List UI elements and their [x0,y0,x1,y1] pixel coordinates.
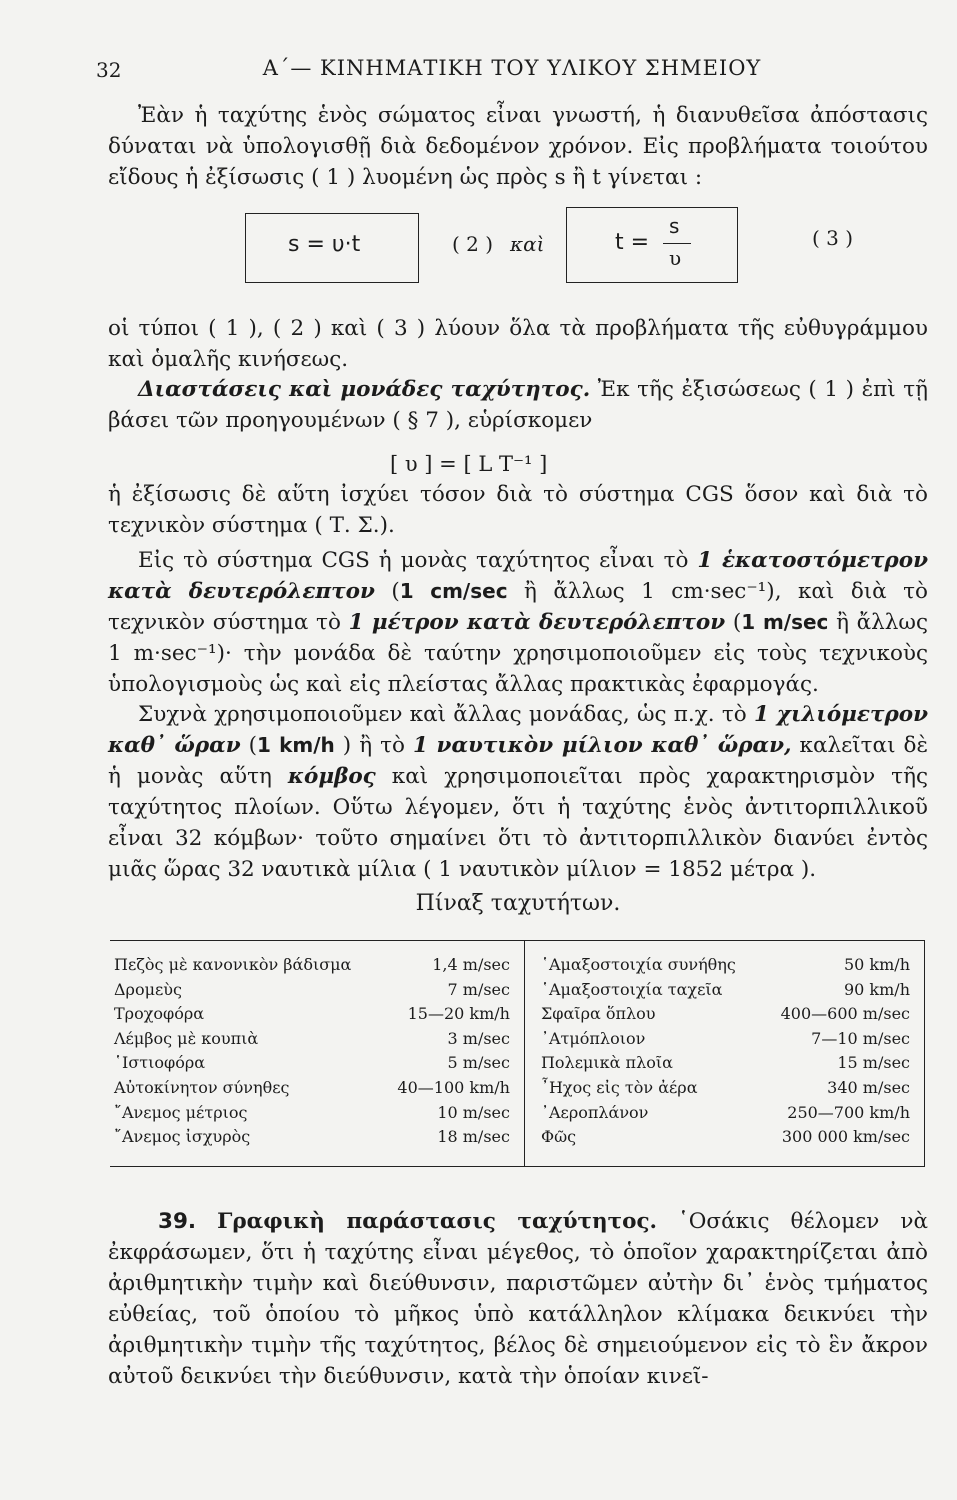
item-right: Πολεμικὰ πλοῖα [524,1051,761,1076]
unit-cgs-name: 1 ἑκατοστόμετρον κατὰ δευτερόλεπτον [108,548,928,604]
table-row [110,1002,925,1027]
value-left: 3 m/sec [447,1028,510,1048]
knot-term: κόμβος [287,764,376,789]
item-left: ῎Ανεμος ἰσχυρὸς [114,1127,251,1147]
unit-cgs-symbol: 1 cm/sec [399,579,508,603]
dimensions-paragraph [108,374,928,436]
units-text-1: Εἰς τὸ σύστημα CGS ἡ μονὰς ταχύτητος εἶναι τὸ [138,548,698,573]
table-row [110,978,925,1003]
value-left: 18 m/sec [437,1127,510,1147]
other-text-2: ( [240,733,258,758]
formula-3-ref: ( 3 ) [812,226,854,250]
units-text-4: ( [725,610,742,635]
item-right: ᾿Αεροπλάνον [524,1101,761,1126]
dimensions-after: ἡ ἐξίσωσις δὲ αὕτη ἰσχύει τόσον διὰ τὸ σύστημα CGS ὅσον καὶ διὰ τὸ τεχνικὸν σύστημα ( Τ. Σ.). [108,482,928,538]
formula-2-ref: ( 2 ) [452,232,494,256]
formula-box-2 [245,213,419,283]
unit-kmh-name: 1 χιλιόμετρον καθ᾽ ὥραν [108,702,929,758]
item-left: Λέμβος μὲ κουπιὰ [114,1028,259,1048]
value-left: 1,4 m/sec [432,955,510,974]
item-right: ῾Αμαξοστοιχία συνήθης [524,941,761,978]
other-text-5: καὶ χρησιμοποιεῖται πρὸς χαρακτηρισμὸν τῆς ταχύτητος πλοίων. Οὕτω λέγομεν, ὅτι ἡ ταχύτης ἑνὸς ἀντιτορπιλλικοῦ εἶναι 32 κόμβων· τοῦτο σημαίνει ὅτι τὸ ἀντιτορπιλλικὸν διανύει ἐντὸς μιᾶς ὥρας 32 ναυτικὰ μίλια ( 1 ναυτικὸν μίλιον = 1852 μέτρα ). [108,764,928,882]
value-right: 50 km/h [762,941,925,978]
formula-2: s = υ·t [288,232,361,257]
section-title: Γραφικὴ παράστασις ταχύτητος. [217,1209,658,1234]
item-right: ᾿Ατμόπλοιον [524,1027,761,1052]
unit-knot-name: 1 ναυτικὸν μίλιον καθ᾽ ὥραν, [412,733,792,758]
units-paragraph [108,545,928,700]
table-row [110,1051,925,1076]
item-left: ῎Ανεμος μέτριος [114,1102,248,1122]
page-header [96,54,928,86]
value-right: 250—700 km/h [762,1101,925,1126]
table-row [110,1027,925,1052]
formula-3-lhs: t = [615,230,650,255]
dimension-formula: [ υ ] = [ L T⁻¹ ] [390,452,548,476]
value-right: 15 m/sec [762,1051,925,1076]
formula-3-numerator: s [669,214,680,238]
section-39-paragraph [108,1206,928,1392]
table-row [110,941,925,978]
value-left: 10 m/sec [437,1102,510,1122]
formulas-paragraph: οἱ τύποι ( 1 ), ( 2 ) καὶ ( 3 ) λύουν ὅλα τὰ προβλήματα τῆς εὐθυγράμμου καὶ ὁμαλῆς κινήσεως. [108,316,928,372]
item-right: Σφαῖρα ὅπλου [524,1002,761,1027]
fraction-bar [663,243,691,244]
unit-kmh-symbol: 1 km/h [257,733,335,757]
item-right: ῏Ηχος εἰς τὸν ἀέρα [524,1076,761,1101]
dimensions-heading: Διαστάσεις καὶ μονάδες ταχύτητος. [138,377,591,402]
intro-paragraph: Ἐὰν ἡ ταχύτης ἑνὸς σώματος εἶναι γνωστή, ἡ διανυθεῖσα ἀπόστασις δύναται νὰ ὑπολογισθῇ διὰ δεδομένον χρόνον. Εἰς προβλήματα τοιούτου εἴδους ἡ ἐξίσωσις ( 1 ) λυομένη ὡς πρὸς s ἢ t γίνεται : [108,103,928,190]
units-text-5: ἢ ἄλλως 1 m·sec⁻¹)· τὴν μονάδα δὲ ταύτην χρησιμοποιοῦμεν εἰς τοὺς τεχνικοὺς ὑπολογισμοὺς ὡς καὶ εἰς πλείστας ἄλλας πρακτικὰς ἐφαρμογάς. [108,610,929,697]
item-left: Αὐτοκίνητον σύνηθες [114,1077,290,1097]
other-units-paragraph [108,699,928,885]
value-left: 5 m/sec [447,1053,510,1073]
table-row [110,1101,925,1126]
value-left: 40—100 km/h [397,1077,510,1097]
other-text-1: Συχνὰ χρησιμοποιοῦμεν καὶ ἄλλας μονάδας, ὡς π.χ. τὸ [138,702,754,727]
value-right: 400—600 m/sec [762,1002,925,1027]
table-title: Πίναξ ταχυτήτων. [415,891,621,916]
value-right: 90 km/h [762,978,925,1003]
page-number: 32 [96,58,122,82]
value-right: 7—10 m/sec [762,1027,925,1052]
other-text-4: καλεῖται δὲ ἡ μονὰς αὕτη [108,733,928,789]
units-text-2: ( [374,579,400,604]
speed-table [110,940,925,1167]
running-head: Α΄— ΚΙΝΗΜΑΤΙΚΗ ΤΟΥ ΥΛΙΚΟΥ ΣΗΜΕΙΟΥ [262,56,762,80]
item-right: ῾Αμαξοστοιχία ταχεῖα [524,978,761,1003]
item-left: ῾Ιστιοφόρα [114,1053,206,1073]
item-right: Φῶς [524,1125,761,1166]
table-row [110,1076,925,1101]
section-number: 39. [158,1209,197,1234]
unit-ts-symbol: 1 m/sec [741,610,829,634]
value-left: 15—20 km/h [407,1004,510,1024]
value-left: 7 m/sec [447,979,510,999]
value-right: 340 m/sec [762,1076,925,1101]
dimensions-text: Ἐκ τῆς ἐξισώσεως ( 1 ) ἐπὶ τῇ βάσει τῶν προηγουμένων ( § 7 ), εὑρίσκομεν [108,377,928,433]
table-row [110,1125,925,1166]
unit-ts-name: 1 μέτρον κατὰ δευτερόλεπτον [348,610,726,635]
conjunction: καὶ [510,232,545,256]
value-right: 300 000 km/sec [762,1125,925,1166]
section-text: ῾Οσάκις θέλομεν νὰ ἐκφράσωμεν, ὅτι ἡ ταχύτης εἶναι μέγεθος, τὸ ὁποῖον χαρακτηρίζεται ἀπὸ ἀριθμητικὴν τιμὴν καὶ διεύθυνσιν, παριστῶμεν αὐτὴν δι᾽ ἑνὸς τμήματος εὐθείας, τοῦ ὁποίου τὸ μῆκος ὑπὸ κατάλληλον κλίμακα δεικνύει τὴν ἀριθμητικὴν τιμὴν τῆς ταχύτητος, βέλος δὲ σημειούμενον εἰς τὸ ἓν ἄκρον αὐτοῦ δεικνύει τὴν διεύθυνσιν, κατὰ τὴν ὁποίαν κινεῖ- [108,1209,928,1389]
formula-3-denominator: υ [669,246,682,270]
other-text-3: ) ἢ τὸ [334,733,413,758]
item-left: Πεζὸς μὲ κανονικὸν βάδισμα [114,955,352,974]
formula-box-3 [566,207,738,283]
units-text-3: ἢ ἄλλως 1 cm·sec⁻¹), καὶ διὰ τὸ τεχνικὸν σύστημα τὸ [108,579,928,635]
item-left: Τροχοφόρα [114,1004,205,1024]
item-left: Δρομεὺς [114,979,182,999]
